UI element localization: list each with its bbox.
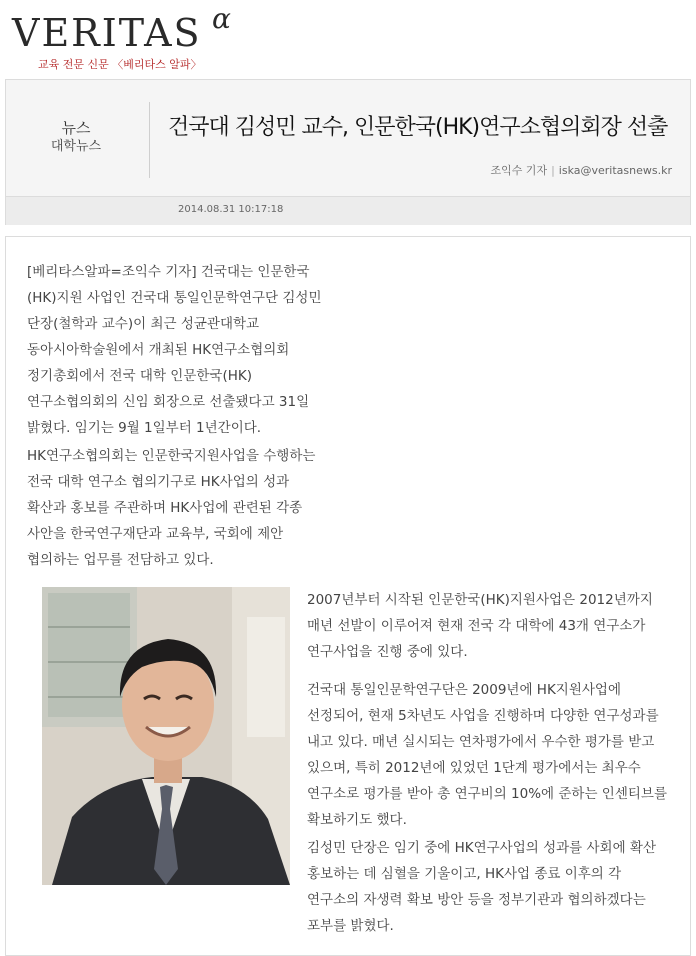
publish-date: 2014.08.31 10:17:18 bbox=[178, 204, 284, 215]
article-paragraph: [베리타스알파=조익수 기자] 건국대는 인문한국(HK)지원 사업인 건국대 통일인문학연구단 김성민 단장(철학과 교수)이 최근 성균관대학교 동아시아학술원에서 개최된 HK연구소협의회 정기총회에서 전국 대학 인문한국(HK)연구소협의회의 신임 회장으로 선출됐다고 31일 밝혔다. 임기는 9월 1일부터 1년간이다. bbox=[27, 264, 322, 436]
logo-tagline: 교육 전문 신문 〈베리타스 알파〉 bbox=[38, 58, 202, 71]
date-band bbox=[6, 196, 690, 225]
article-paragraph: 건국대 통일인문학연구단은 2009년에 HK지원사업에 선정되어, 현재 5차년도 사업을 진행하며 다양한 연구성과를 내고 있다. 매년 실시되는 연차평가에서 우수한 평가를 받고 있으며, 특히 2012년에 있었던 1단계 평가에서는 최우수 연구소로 평가를 받아 총 연구비의 10%에 준하는 인센티브를 확보하기도 했다. bbox=[307, 682, 667, 828]
byline-separator: | bbox=[551, 164, 555, 177]
reporter-email[interactable]: iska@veritasnews.kr bbox=[558, 164, 672, 177]
category-label bbox=[6, 118, 146, 156]
article-paragraph: 김성민 단장은 임기 중에 HK연구사업의 성과를 사회에 확산 홍보하는 데 심혈을 기울이고, HK사업 종료 이후의 각 연구소의 자생력 확보 방안 등을 정부기관과 협의하겠다는 포부를 밝혔다. bbox=[307, 840, 656, 934]
article-paragraph: HK연구소협의회는 인문한국지원사업을 수행하는 전국 대학 연구소 협의기구로 HK사업의 성과 확산과 홍보를 주관하며 HK사업에 관련된 각종 사안을 한국연구재단과 교육부, 국회에 제안 협의하는 업무를 전담하고 있다. bbox=[27, 448, 316, 568]
portrait-illustration bbox=[42, 587, 290, 885]
professor-photo bbox=[42, 587, 290, 885]
logo-alpha-mark: α bbox=[212, 2, 231, 35]
header-divider bbox=[149, 102, 150, 178]
byline bbox=[490, 162, 672, 178]
article-body bbox=[5, 236, 691, 956]
veritas-logo[interactable]: VERITAS bbox=[12, 11, 202, 55]
category-news[interactable]: 뉴스 bbox=[61, 119, 91, 137]
reporter-name: 조익수 기자 bbox=[490, 164, 548, 177]
masthead bbox=[0, 0, 696, 78]
category-university-news[interactable]: 대학뉴스 bbox=[50, 139, 102, 154]
article-title: 건국대 김성민 교수, 인문한국(HK)연구소협의회장 선출 bbox=[168, 114, 668, 140]
article-header bbox=[5, 79, 691, 225]
article-paragraph: 2007년부터 시작된 인문한국(HK)지원사업은 2012년까지 매년 선발이 이루어져 현재 전국 각 대학에 43개 연구소가 연구사업을 진행 중에 있다. bbox=[307, 592, 653, 660]
